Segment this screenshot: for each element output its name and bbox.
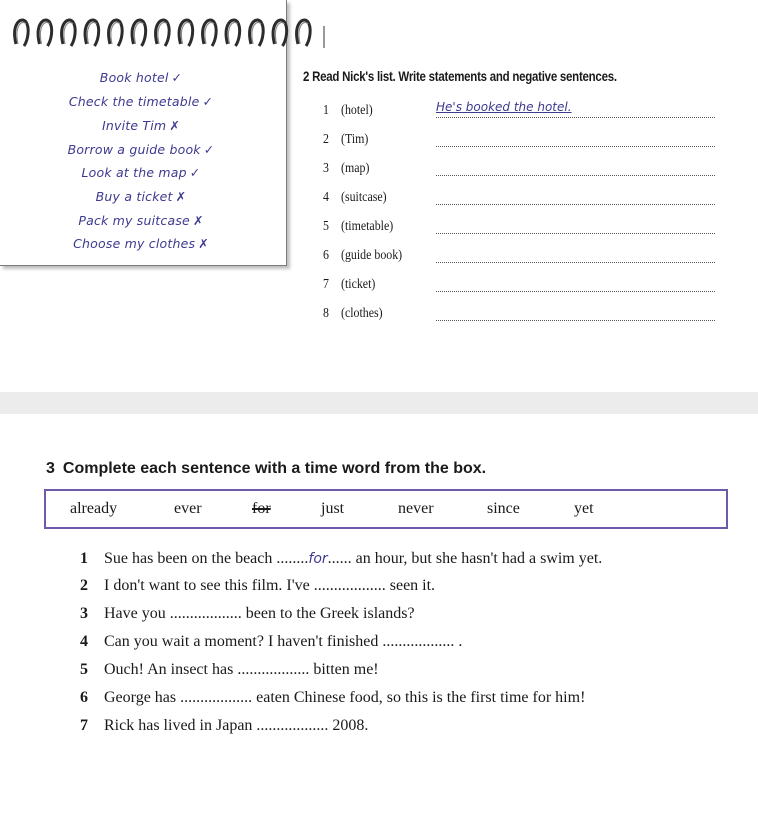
spiral-binding-icon [10,14,330,54]
notepad-item: Book hotel ✓ [99,70,183,85]
sentence-row [80,661,379,679]
notepad-item: Check the timetable ✓ [68,94,214,109]
answer-line[interactable] [436,146,715,147]
sentence-number: 2 [80,577,88,594]
row-number: 1 [323,103,329,118]
sentence-text: George has [104,689,181,706]
sentence-row [80,633,462,651]
word-option[interactable]: since [487,500,520,517]
exercise-instruction: Complete each sentence with a time word from the box. [62,460,487,477]
answer-line[interactable] [436,204,715,205]
sentence-number: 6 [80,689,88,706]
coil-highlight-icon [87,22,96,44]
exercise-2-row [323,190,715,210]
row-cue: (clothes) [341,306,383,321]
sentence-number: 4 [80,633,88,650]
exercise-2-row [323,161,715,181]
notepad-item: Look at the map ✓ [81,165,201,180]
sentence-number: 7 [80,717,88,734]
row-cue: (timetable) [341,219,394,234]
word-option[interactable]: ever [174,500,202,517]
notepad-item: Borrow a guide book ✓ [67,142,215,157]
exercise-2-row [323,277,715,297]
row-number: 3 [323,161,329,176]
binding-edge-icon [323,26,325,48]
coil-highlight-icon [228,22,237,44]
row-number: 4 [323,190,329,205]
blank[interactable]: ........ [276,550,309,567]
answer-line[interactable] [436,233,715,234]
row-cue: (guide book) [341,248,403,263]
answer-text: He's booked the hotel. [436,100,572,114]
sentence-text: Can you wait a moment? I haven't finished [104,633,383,650]
section-divider [0,392,758,414]
sentence-text: seen it. [385,577,436,594]
sentence-text: Rick has lived in Japan [104,717,257,734]
sentence-row [80,577,435,595]
exercise-2-row [323,219,715,239]
blank[interactable]: .................. [382,633,455,650]
answer-line[interactable] [436,291,715,292]
blank[interactable]: .................. [180,689,253,706]
blank[interactable]: ...... [327,550,352,567]
blank[interactable]: .................. [169,605,242,622]
blank[interactable]: .................. [313,577,386,594]
exercise-2-row [323,248,715,268]
exercise-3-title [46,460,486,478]
coil-highlight-icon [252,22,261,44]
coil-highlight-icon [205,22,214,44]
exercise-2-title: 2 Read Nick's list. Write statements and negative sentences. [303,68,617,84]
word-option[interactable]: never [398,500,434,517]
row-cue: (suitcase) [341,190,387,205]
answer-line[interactable] [436,262,715,263]
coil-highlight-icon [40,22,49,44]
row-number: 8 [323,306,329,321]
answer-line[interactable] [436,117,715,118]
sentence-text: I don't want to see this film. I've [104,577,314,594]
sentence-text: an hour, but she hasn't had a swim yet. [351,550,603,567]
coil-highlight-icon [299,22,308,44]
word-box [44,489,728,529]
word-option[interactable]: already [70,500,118,517]
coil-highlight-icon [134,22,143,44]
row-cue: (hotel) [341,103,373,118]
sentence-number: 1 [80,550,88,567]
coil-highlight-icon [275,22,284,44]
coil-highlight-icon [17,22,26,44]
sentence-number: 5 [80,661,88,678]
exercise-2-row [323,306,715,326]
coil-highlight-icon [64,22,73,44]
row-cue: (map) [341,161,370,176]
word-option-used[interactable]: for [252,500,271,517]
word-option[interactable]: just [321,500,345,517]
answer-line[interactable] [436,320,715,321]
row-number: 5 [323,219,329,234]
sentence-text: Sue has been on the beach [104,550,277,567]
notepad-item: Pack my suitcase ✗ [78,213,204,228]
word-option[interactable]: yet [574,500,594,517]
sentence-text: eaten Chinese food, so this is the first time for him! [252,689,586,706]
row-number: 6 [323,248,329,263]
sentence-row [80,550,602,568]
sentence-text: Ouch! An insect has [104,661,238,678]
sentence-row [80,689,585,707]
notepad-item: Invite Tim ✗ [101,118,181,133]
coil-highlight-icon [181,22,190,44]
notepad-item: Choose my clothes ✗ [73,236,209,251]
row-number: 2 [323,132,329,147]
exercise-2-row [323,132,715,152]
coil-highlight-icon [111,22,120,44]
exercise-2-row [323,100,715,123]
row-cue: (Tim) [341,132,369,147]
coil-highlight-icon [158,22,167,44]
filled-answer: for [308,551,328,567]
sentence-row [80,717,368,735]
blank[interactable]: .................. [256,717,329,734]
sentence-number: 3 [80,605,88,622]
sentence-text: been to the Greek islands? [241,605,415,622]
sentence-text: 2008. [328,717,369,734]
notepad-item: Buy a ticket ✗ [95,189,187,204]
blank[interactable]: .................. [237,661,310,678]
row-number: 7 [323,277,329,292]
sentence-text: Have you [104,605,170,622]
sentence-row [80,605,415,623]
row-cue: (ticket) [341,277,376,292]
exercise-number: 3 [46,460,55,477]
sentence-text: bitten me! [309,661,379,678]
answer-line[interactable] [436,175,715,176]
sentence-text: . [454,633,463,650]
